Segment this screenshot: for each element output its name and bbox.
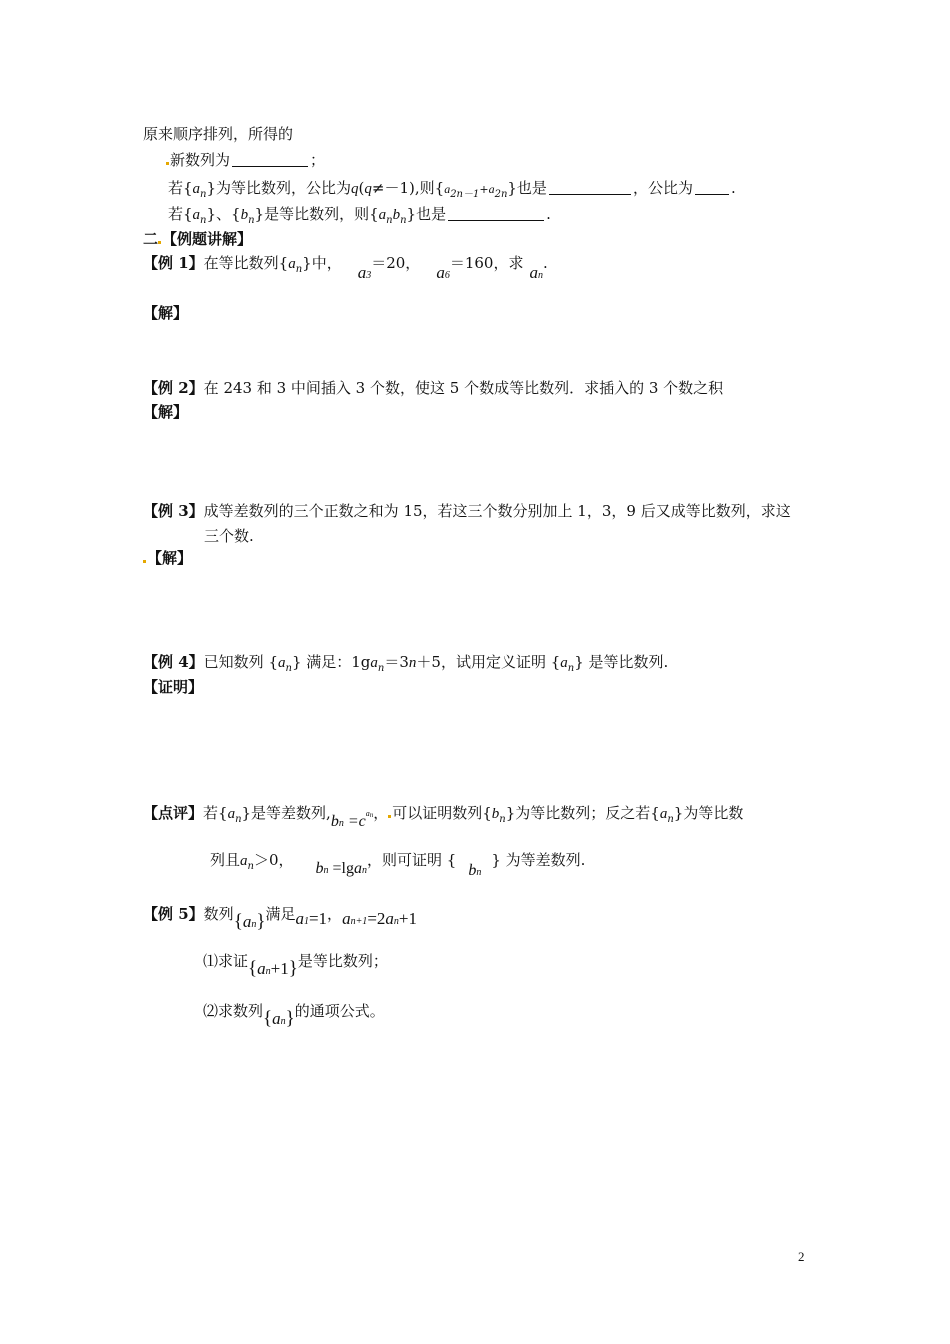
math-set-an-plus-1: {an+1} [248,958,298,979]
yellow-marker [388,815,391,818]
answer-blank [695,180,729,195]
example-1: 【例 1】在等比数列$\{a_n\}$中， a3＝20， a6＝160，求 an. [143,254,548,282]
math-an: an [529,263,543,282]
page-number: 2 [798,1249,805,1264]
math-a3: a3 [357,263,372,282]
section-title: 二 【例题讲解】 [143,230,253,248]
math-bn-eq-lg: bn =lgan [315,860,367,877]
example-label: 【例 3】 [143,502,204,520]
yellow-marker [158,241,161,244]
math-set-an: {an} [263,1008,295,1029]
solution-label: 【解】 [143,304,189,322]
yellow-marker [143,560,146,563]
intro-line-1: 原来顺序排列，所得的 [143,125,294,143]
math-bn-eq-c: bn $=c^{an}$ [330,809,374,830]
example-5-part-2: ⑵求数列{an}的通项公式。 [203,1002,385,1029]
example-5: 【例 5】数列{an}满足a1=1，an+1=2an+1 [143,905,417,932]
solution-label: 【解】 [143,548,192,568]
example-label: 【例 4】 [143,653,204,671]
yellow-marker [166,162,169,165]
comment-label: 【点评】 [143,804,204,822]
example-3: 【例 3】成等差数列的三个正数之和为 15，若这三个数分别加上 1，3，9 后又成等比数列，求这 [143,502,791,520]
example-label: 【例 1】 [143,254,204,272]
example-label: 【例 2】 [143,379,204,397]
answer-blank [232,152,308,167]
math-bn: bn [468,862,482,879]
comment-line-2: 列且$a_n>0$， bn =lgan，则可证明 {bn} 为等差数列. [210,851,586,879]
example-5-part-1: ⑴求证{an+1}是等比数列； [203,952,388,979]
example-3-cont: 三个数. [204,527,254,545]
solution-label: 【解】 [143,403,189,421]
intro-line-4: 若$\{a_n\}$、$\{b_n\}$是等比数列，则$\{a_nb_n\}$也是 . [168,205,551,226]
example-label: 【例 5】 [143,905,204,923]
comment-line-1: 【点评】若$\{a_n\}$是等差数列$,bn =c^{an}$， 可以证明数列$\{b_n\}$为等比数列；反之若$\{a_n\}$为等比数 [143,804,744,830]
example-4: 【例 4】已知数列 $\{a_n\}$ 满足：$1ga_n=3n+5$，试用定义证明 $\{a_n\}$ 是等比数列. [143,653,669,674]
proof-label: 【证明】 [143,678,204,696]
example-2: 【例 2】在 243 和 3 中间插入 3 个数，使这 5 个数成等比数列．求插入的 3 个数之积 [143,379,724,397]
math-a6: a6 [436,263,450,282]
math-recurrence: an+1=2an+1 [342,909,417,928]
math-a1-eq-1: a1=1 [295,909,328,928]
answer-blank [549,180,631,195]
intro-line-3: 若$\{a_n\}$为等比数列，公比为q(q≠－1),则$\{a_{2n-1}+a_{2n}\}$也是 ，公比为 . [168,179,736,200]
math-set-an: {an} [233,911,266,932]
answer-blank [448,206,544,221]
intro-line-2: 新数列为 ； [166,150,325,170]
